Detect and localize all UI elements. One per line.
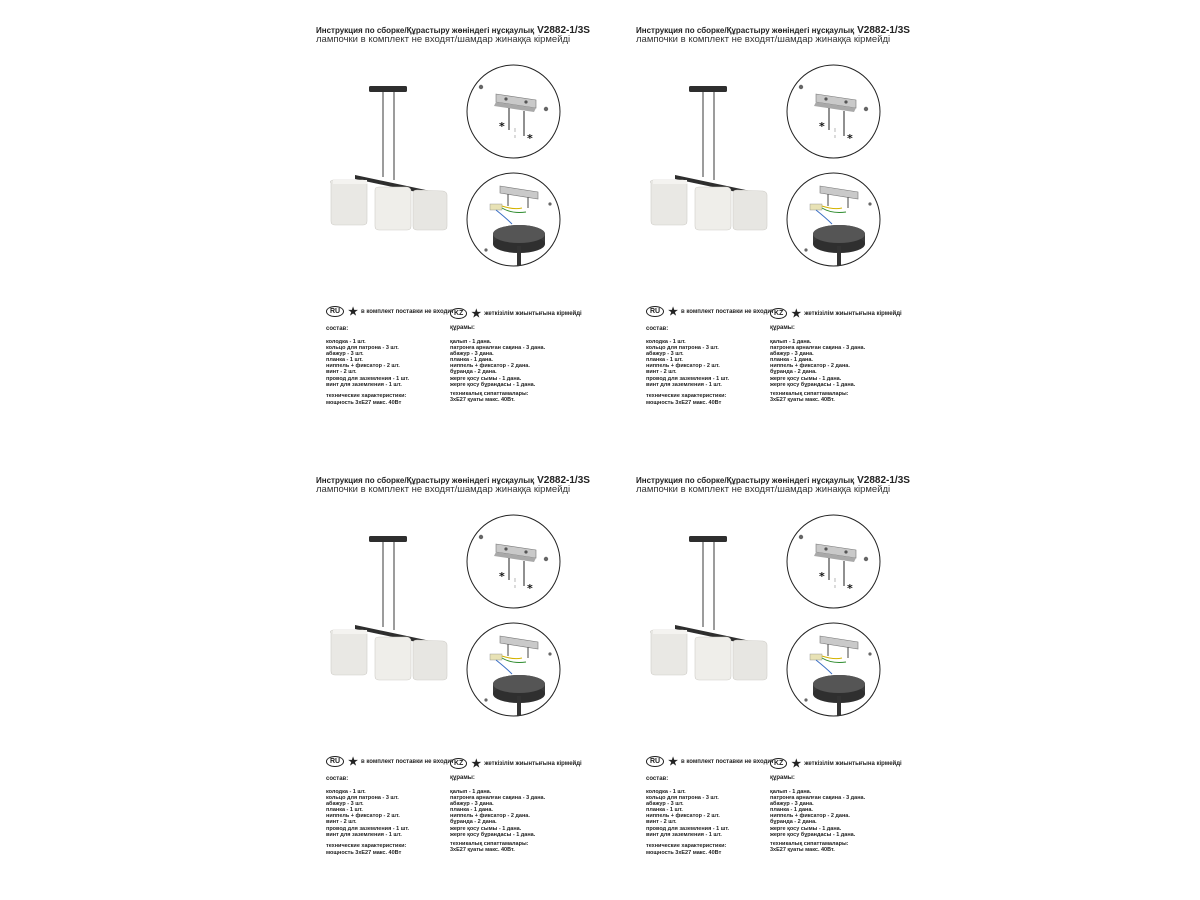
list-item: жерге қосу бұрандасы - 1 дана. [770,381,856,388]
ru-note-text: в комплект поставки не входит [361,758,454,765]
kz-tech-value: 3хЕ27 қуаты макс. 40Вт. [770,397,835,403]
asterisk-icon: ★ [668,305,678,318]
asterisk-icon: ★ [791,307,802,320]
ru-contents-list [646,339,729,388]
list-item: провод для заземления - 1 шт. [646,825,730,832]
kz-badge: KZ [450,308,467,319]
kz-tech-value: 3хЕ27 қуаты макс. 40Вт. [450,847,515,853]
ru-contents-heading: состав: [646,776,669,782]
list-item: ниппель + фиксатор - 2 дана. [770,363,850,370]
list-item: ниппель + фиксатор - 2 шт. [326,813,400,820]
svg-text:*: * [847,582,853,595]
list-item: жерге қосу сымы - 1 дана. [770,375,842,382]
svg-text:*: * [499,570,505,583]
sheet-subtitle: лампочки в комплект не входят/шамдар жинаққа кірмейді [636,34,891,45]
model-code: V2882-1/3S [857,475,910,486]
ru-note [646,756,774,767]
list-item: қалып - 1 дана. [450,789,492,795]
list-item: абажур - 3 дана. [770,801,814,808]
sheet-title: Инструкция по сборке/Құрастыру жөніндегі нұсқаулық V2882-1/3S [316,25,590,36]
kz-contents-heading: құрамы: [770,325,795,331]
instruction-sheet [320,0,920,450]
kz-tech-value: 3хЕ27 қуаты макс. 40Вт. [770,847,835,853]
kz-contents-heading: құрамы: [450,775,475,781]
chandelier-illustration [645,535,770,685]
list-item: патронға арналған сақина - 3 дана. [450,795,546,802]
kz-tech-value: 3хЕ27 қуаты макс. 40Вт. [450,397,515,403]
list-item: бұранда - 2 дана. [770,819,817,826]
svg-text:*: * [527,582,533,595]
asterisk-icon: ★ [471,307,482,320]
list-item: абажур - 3 дана. [450,801,494,808]
sheet-title: Инструкция по сборке/Құрастыру жөніндегі нұсқаулық V2882-1/3S [316,475,590,486]
list-item: кольцо для патрона - 3 шт. [646,345,719,352]
list-item: жерге қосу бұрандасы - 1 дана. [770,831,856,838]
list-item: провод для заземления - 1 шт. [326,375,410,382]
list-item: винт - 2 шт. [646,819,677,826]
list-item: абажур - 3 шт. [326,351,364,358]
ru-badge: RU [326,306,344,317]
svg-text:*: * [819,570,825,583]
list-item: винт для заземления - 1 шт. [646,831,722,838]
list-item: винт для заземления - 1 шт. [326,381,402,388]
wiring-assembly-detail [786,172,881,267]
wiring-assembly-detail [786,622,881,717]
kz-badge: KZ [770,758,787,769]
list-item: провод для заземления - 1 шт. [646,375,730,382]
sheet-title: Инструкция по сборке/Құрастыру жөніндегі нұсқаулық V2882-1/3S [636,475,910,486]
list-item: қалып - 1 дана. [450,339,492,345]
asterisk-icon: ★ [348,755,358,768]
model-code: V2882-1/3S [857,25,910,36]
kz-contents-list [770,339,865,388]
kz-contents-heading: құрамы: [450,325,475,331]
list-item: провод для заземления - 1 шт. [326,825,410,832]
list-item: жерге қосу сымы - 1 дана. [770,825,842,832]
kz-tech-heading: техникалық сипаттамалары: [770,841,849,847]
list-item: қалып - 1 дана. [770,339,812,345]
kz-note-text: жеткізілім жиынтығына кірмейді [804,310,902,317]
ru-tech-heading: технические характеристики: [326,393,407,399]
svg-text:*: * [499,120,505,133]
model-code: V2882-1/3S [537,25,590,36]
model-code: V2882-1/3S [537,475,590,486]
ru-badge: RU [646,306,664,317]
list-item: колодка - 1 шт. [646,789,686,795]
list-item: планка - 1 дана. [770,807,813,814]
ru-note [646,306,774,317]
list-item: патронға арналған сақина - 3 дана. [450,345,546,352]
svg-text:*: * [847,132,853,145]
list-item: жерге қосу сымы - 1 дана. [450,375,522,382]
list-item: винт для заземления - 1 шт. [646,381,722,388]
list-item: колодка - 1 шт. [326,339,366,345]
ru-contents-list [646,789,729,838]
list-item: кольцо для патрона - 3 шт. [326,345,399,352]
kz-badge: KZ [450,758,467,769]
ru-tech-heading: технические характеристики: [646,843,727,849]
svg-text:*: * [819,120,825,133]
kz-note-text: жеткізілім жиынтығына кірмейді [804,760,902,767]
asterisk-icon: ★ [471,757,482,770]
list-item: планка - 1 дана. [450,807,493,814]
list-item: жерге қосу сымы - 1 дана. [450,825,522,832]
chandelier-illustration [645,85,770,235]
kz-contents-heading: құрамы: [770,775,795,781]
ru-note-text: в комплект поставки не входит [681,758,774,765]
list-item: планка - 1 дана. [770,357,813,364]
ru-contents-heading: состав: [326,776,349,782]
list-item: қалып - 1 дана. [770,789,812,795]
list-item: колодка - 1 шт. [646,339,686,345]
list-item: бұранда - 2 дана. [450,819,497,826]
ru-badge: RU [646,756,664,767]
list-item: винт - 2 шт. [646,369,677,376]
instruction-sheet [320,450,920,900]
ru-tech-value: мощность 3хЕ27 макс. 40Вт [326,400,402,406]
list-item: абажур - 3 дана. [450,351,494,358]
ru-contents-heading: состав: [326,326,349,332]
list-item: абажур - 3 шт. [646,351,684,358]
ru-tech-heading: технические характеристики: [326,843,407,849]
sheet-subtitle: лампочки в комплект не входят/шамдар жинаққа кірмейді [316,34,571,45]
kz-badge: KZ [770,308,787,319]
list-item: ниппель + фиксатор - 2 дана. [450,813,530,820]
list-item: ниппель + фиксатор - 2 шт. [646,813,720,820]
list-item: жерге қосу бұрандасы - 1 дана. [450,831,536,838]
kz-tech-heading: техникалық сипаттамалары: [450,841,529,847]
list-item: ниппель + фиксатор - 2 шт. [326,363,400,370]
list-item: ниппель + фиксатор - 2 дана. [770,813,850,820]
list-item: планка - 1 дана. [450,357,493,364]
list-item: абажур - 3 шт. [326,801,364,808]
list-item: бұранда - 2 дана. [450,369,497,376]
sheet-subtitle: лампочки в комплект не входят/шамдар жинаққа кірмейді [316,484,571,495]
ru-tech-value: мощность 3хЕ27 макс. 40Вт [646,850,722,856]
kz-tech-heading: техникалық сипаттамалары: [450,391,529,397]
ru-contents-heading: состав: [646,326,669,332]
mounting-bracket-detail [786,64,881,159]
kz-note-text: жеткізілім жиынтығына кірмейді [484,310,582,317]
list-item: патронға арналған сақина - 3 дана. [770,795,866,802]
ru-tech-value: мощность 3хЕ27 макс. 40Вт [326,850,402,856]
list-item: абажур - 3 шт. [646,801,684,808]
list-item: планка - 1 шт. [646,357,683,364]
list-item: винт - 2 шт. [326,819,357,826]
asterisk-icon: ★ [791,757,802,770]
svg-text:*: * [527,132,533,145]
list-item: жерге қосу бұрандасы - 1 дана. [450,381,536,388]
list-item: кольцо для патрона - 3 шт. [646,795,719,802]
list-item: кольцо для патрона - 3 шт. [326,795,399,802]
mounting-bracket-detail [786,514,881,609]
list-item: планка - 1 шт. [326,357,363,364]
asterisk-icon: ★ [668,755,678,768]
sheet-title: Инструкция по сборке/Құрастыру жөніндегі нұсқаулық V2882-1/3S [636,25,910,36]
list-item: патронға арналған сақина - 3 дана. [770,345,866,352]
sheet-subtitle: лампочки в комплект не входят/шамдар жинаққа кірмейді [636,484,891,495]
ru-tech-value: мощность 3хЕ27 макс. 40Вт [646,400,722,406]
ru-badge: RU [326,756,344,767]
asterisk-icon: ★ [348,305,358,318]
list-item: винт для заземления - 1 шт. [326,831,402,838]
list-item: ниппель + фиксатор - 2 дана. [450,363,530,370]
ru-note-text: в комплект поставки не входит [361,308,454,315]
list-item: планка - 1 шт. [326,807,363,814]
ru-tech-heading: технические характеристики: [646,393,727,399]
kz-note-text: жеткізілім жиынтығына кірмейді [484,760,582,767]
list-item: абажур - 3 дана. [770,351,814,358]
list-item: ниппель + фиксатор - 2 шт. [646,363,720,370]
kz-tech-heading: техникалық сипаттамалары: [770,391,849,397]
kz-contents-list [770,789,865,838]
list-item: планка - 1 шт. [646,807,683,814]
kz-note [770,758,902,769]
list-item: винт - 2 шт. [326,369,357,376]
list-item: бұранда - 2 дана. [770,369,817,376]
list-item: колодка - 1 шт. [326,789,366,795]
kz-note [770,308,902,319]
ru-note-text: в комплект поставки не входит [681,308,774,315]
